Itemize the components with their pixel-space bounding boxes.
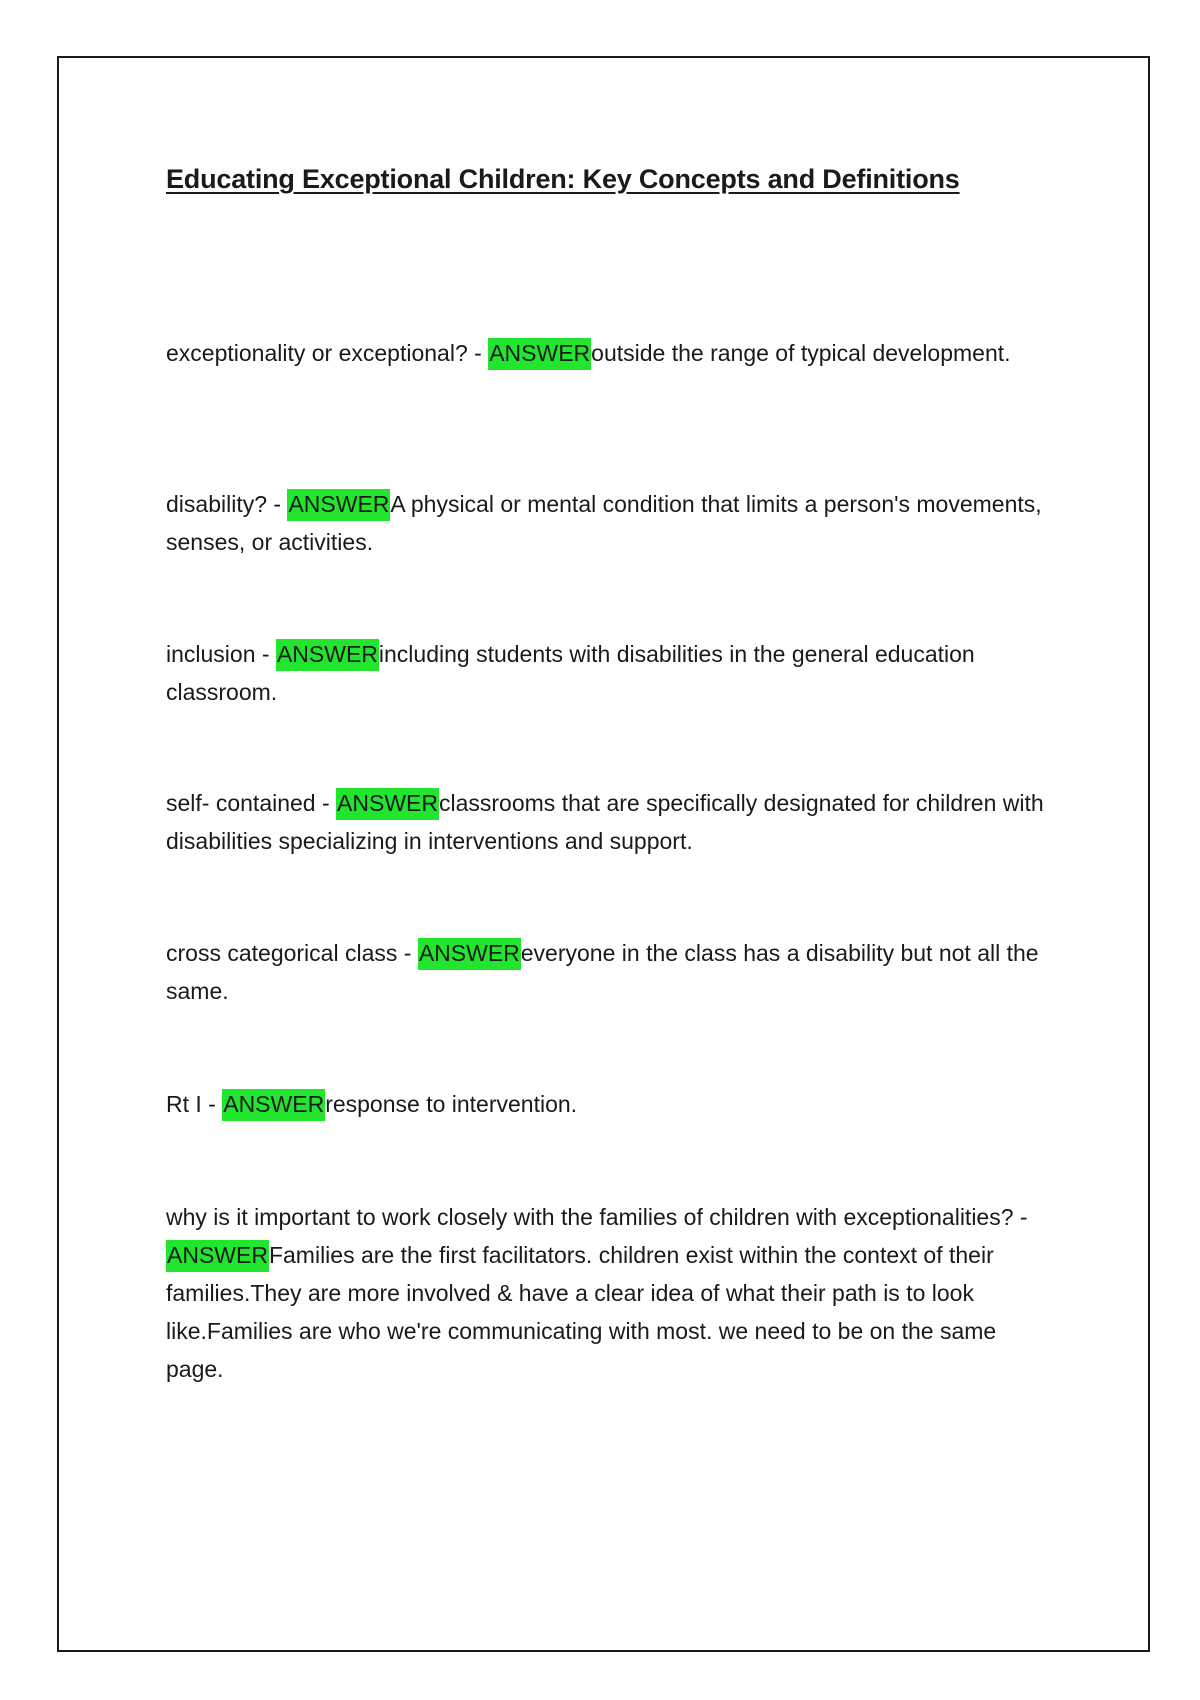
answer-highlight: ANSWER (336, 788, 439, 820)
answer-highlight: ANSWER (166, 1240, 269, 1272)
qa-entry (166, 784, 1046, 860)
qa-separator: - (397, 940, 418, 966)
qa-definition: Families are the first facilitators. children exist within the context of their families.They are more involved & have a clear idea of what their path is to look like.Families are who we're communicating with most. we need to be on the same page. (166, 1242, 997, 1382)
qa-term: Rt I (166, 1091, 202, 1117)
qa-entry (166, 934, 1046, 1010)
qa-definition: including students with disabilities in the general education classroom. (166, 641, 975, 705)
answer-highlight: ANSWER (488, 338, 591, 370)
qa-entry (166, 334, 1046, 372)
qa-term: self- contained (166, 790, 316, 816)
qa-separator: - (315, 790, 337, 816)
qa-definition: outside the range of typical development. (591, 340, 1011, 366)
qa-separator: - (1013, 1204, 1028, 1230)
qa-entry (166, 485, 1046, 561)
qa-definition: classrooms that are specifically designated for children with disabilities specializing in interventions and support. (166, 790, 1044, 854)
qa-entry (166, 1198, 1046, 1388)
qa-definition: response to intervention. (325, 1091, 578, 1117)
qa-entry (166, 635, 1046, 711)
qa-term: inclusion (166, 641, 256, 667)
qa-separator: - (255, 641, 276, 667)
qa-separator: - (267, 491, 288, 517)
qa-term: why is it important to work closely with the families of children with exceptionalities? (166, 1204, 1014, 1230)
qa-term: disability? (166, 491, 267, 517)
qa-separator: - (467, 340, 489, 366)
answer-highlight: ANSWER (418, 938, 521, 970)
answer-highlight: ANSWER (276, 639, 379, 671)
answer-highlight: ANSWER (287, 489, 390, 521)
qa-definition: everyone in the class has a disability but not all the same. (166, 940, 1039, 1004)
qa-term: cross categorical class (166, 940, 398, 966)
qa-entry (166, 1085, 1046, 1123)
qa-separator: - (201, 1091, 223, 1117)
document-title: Educating Exceptional Children: Key Concepts and Definitions (166, 164, 960, 194)
qa-term: exceptionality or exceptional? (166, 340, 468, 366)
qa-definition: A physical or mental condition that limits a person's movements, senses, or activities. (166, 491, 1042, 555)
answer-highlight: ANSWER (222, 1089, 325, 1121)
